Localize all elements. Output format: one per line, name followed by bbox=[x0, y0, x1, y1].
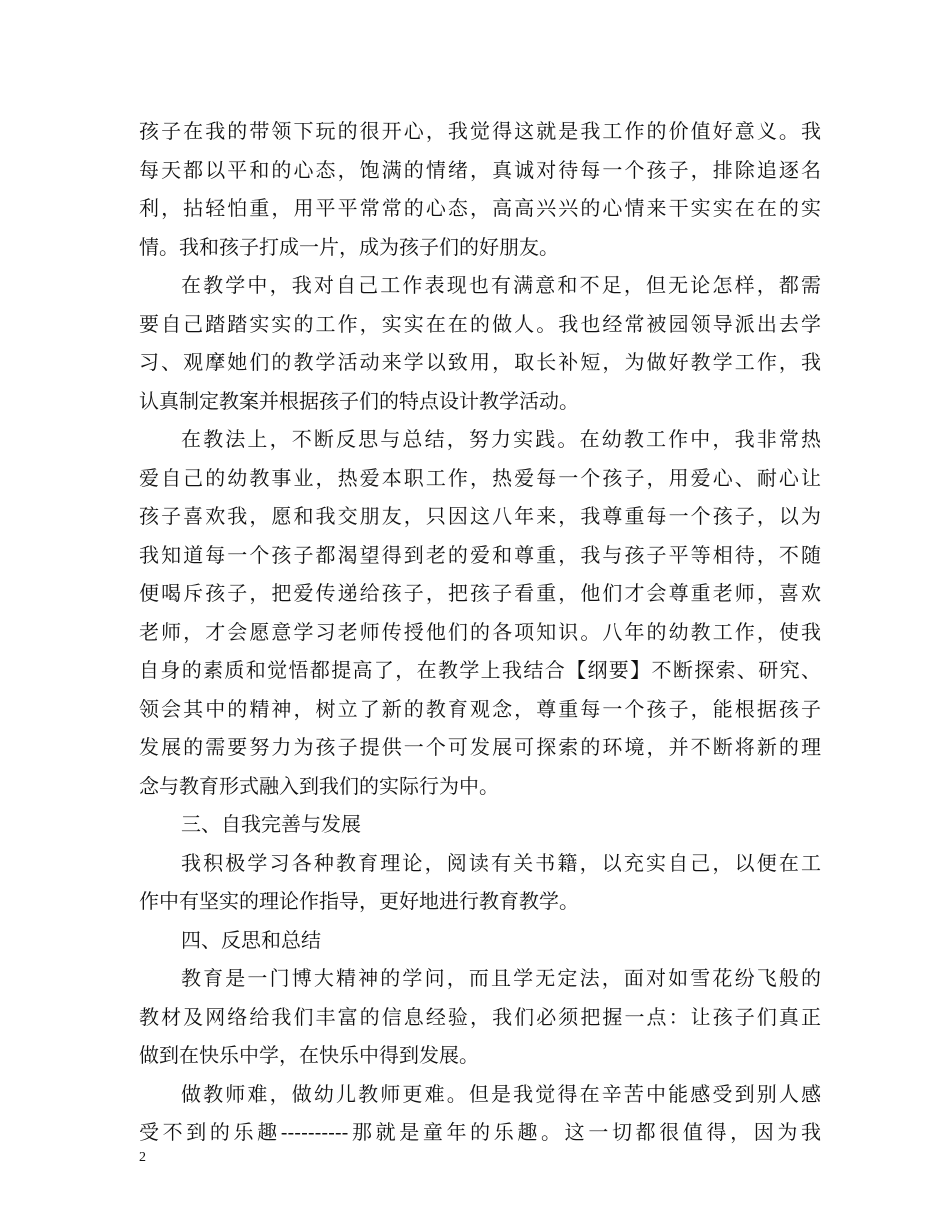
paragraph bbox=[139, 420, 821, 805]
page-number: 2 bbox=[139, 1150, 146, 1165]
text-line: 念与教育形式融入到我们的实际行为中。 bbox=[139, 773, 499, 798]
text-line: 情。我和孩子打成一片，成为孩子们的好朋友。 bbox=[139, 234, 559, 259]
text-line: 便喝斥孩子，把爱传递给孩子，把孩子看重，他们才会尊重老师，喜欢 bbox=[139, 581, 821, 605]
paragraph bbox=[139, 959, 821, 1075]
text-line: 老师，才会愿意学习老师传授他们的各项知识。八年的幼教工作，使我 bbox=[139, 619, 821, 644]
text-line: 四、反思和总结 bbox=[181, 927, 321, 952]
text-line: 领会其中的精神，树立了新的教育观念，尊重每一个孩子，能根据孩子 bbox=[139, 696, 821, 721]
text-line: 受不到的乐趣----------那就是童年的乐趣。这一切都很值得，因为我 bbox=[139, 1120, 821, 1144]
text-line: 要自己踏踏实实的工作，实实在在的做人。我也经常被园领导派出去学 bbox=[139, 311, 821, 336]
text-line: 在教法上，不断反思与总结，努力实践。在幼教工作中，我非常热 bbox=[181, 427, 821, 451]
text-line: 我知道每一个孩子都渴望得到老的爱和尊重，我与孩子平等相待，不随 bbox=[139, 542, 821, 567]
text-line: 认真制定教案并根据孩子们的特点设计教学活动。 bbox=[139, 388, 579, 413]
paragraph bbox=[139, 921, 821, 960]
text-line: 做教师难，做幼儿教师更难。但是我觉得在辛苦中能感受到别人感 bbox=[181, 1081, 821, 1106]
text-line: 教材及网络给我们丰富的信息经验，我们必须把握一点：让孩子们真正 bbox=[139, 1004, 821, 1029]
text-line: 孩子喜欢我，愿和我交朋友，只因这八年来，我尊重每一个孩子，以为 bbox=[139, 504, 821, 528]
text-line: 在教学中，我对自己工作表现也有满意和不足，但无论怎样，都需 bbox=[181, 273, 821, 297]
text-line: 孩子在我的带领下玩的很开心，我觉得这就是我工作的价值好意义。我 bbox=[139, 119, 821, 143]
page-body bbox=[139, 112, 821, 1152]
text-line: 作中有坚实的理论作指导，更好地进行教育教学。 bbox=[139, 889, 579, 913]
paragraph bbox=[139, 112, 821, 266]
paragraph bbox=[139, 1075, 821, 1152]
paragraph bbox=[139, 844, 821, 921]
text-line: 自身的素质和觉悟都提高了，在教学上我结合【纲要】不断探索、研究、 bbox=[139, 658, 821, 682]
paragraph bbox=[139, 266, 821, 420]
text-line: 利，拈轻怕重，用平平常常的心态，高高兴兴的心情来干实实在在的实 bbox=[139, 196, 821, 220]
text-line: 每天都以平和的心态，饱满的情绪，真诚对待每一个孩子，排除追逐名 bbox=[139, 157, 821, 182]
text-line: 做到在快乐中学，在快乐中得到发展。 bbox=[139, 1043, 479, 1067]
text-line: 习、观摩她们的教学活动来学以致用，取长补短，为做好教学工作，我 bbox=[139, 350, 821, 374]
text-line: 爱自己的幼教事业，热爱本职工作，热爱每一个孩子，用爱心、耐心让 bbox=[139, 465, 821, 490]
text-line: 我积极学习各种教育理论，阅读有关书籍，以充实自己，以便在工 bbox=[181, 850, 821, 875]
text-line: 三、自我完善与发展 bbox=[181, 812, 361, 836]
text-line: 发展的需要努力为孩子提供一个可发展可探索的环境，并不断将新的理 bbox=[139, 735, 821, 759]
text-line: 教育是一门博大精神的学问，而且学无定法，面对如雪花纷飞般的 bbox=[181, 966, 821, 990]
paragraph bbox=[139, 805, 821, 844]
